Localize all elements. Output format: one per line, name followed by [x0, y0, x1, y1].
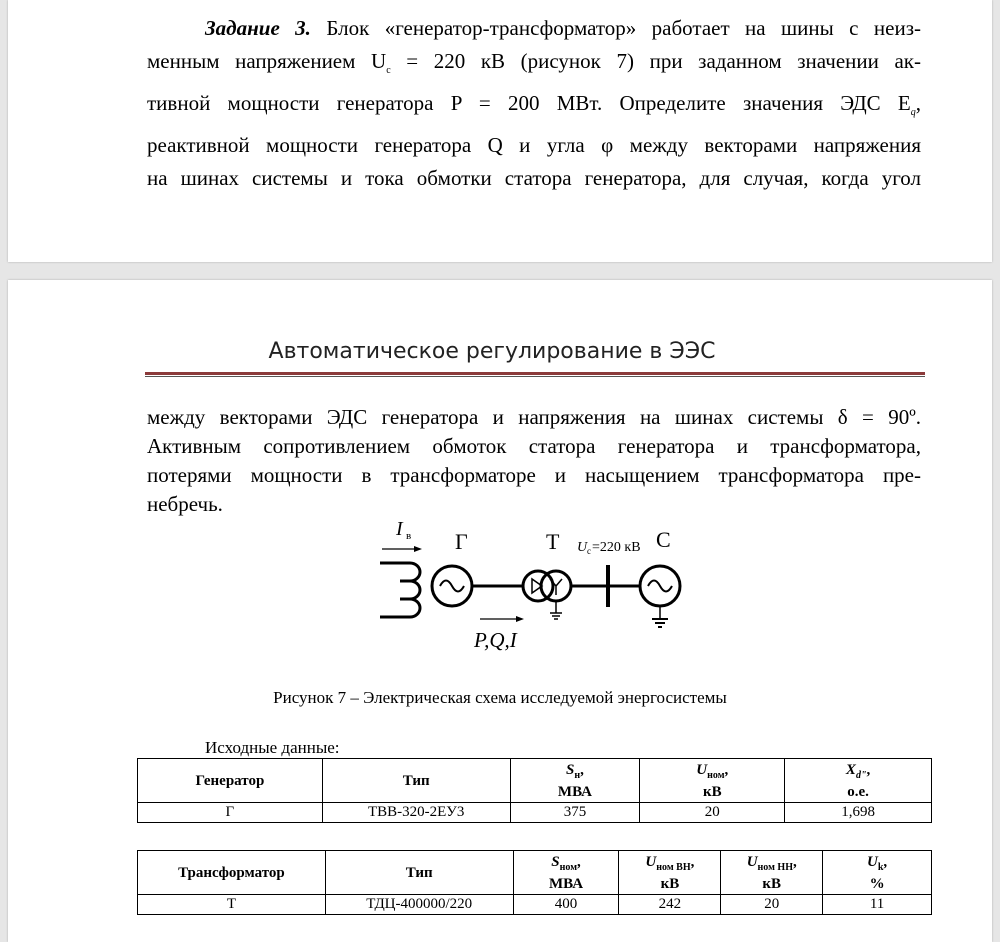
task-line-3-sub: q [910, 107, 916, 119]
tr-cell-uvn: 242 [619, 895, 721, 915]
task-line-2 [147, 45, 921, 87]
tr-col-unn-unit: кВ [762, 875, 782, 892]
tr-col-type: Тип [325, 851, 513, 895]
gen-col-s-unit: МВА [557, 783, 592, 800]
gen-col-x-comma: , [866, 761, 871, 778]
label-voltage-val: =220 кВ [592, 540, 641, 555]
tr-col-s-sym: S [551, 853, 560, 870]
header-rule-dark [145, 376, 925, 377]
system-sine [648, 581, 672, 592]
source-data-label: Исходные данные: [205, 738, 340, 757]
label-generator: Г [455, 529, 468, 554]
gen-col-u [640, 759, 785, 803]
tr-col-uk-sym: U [867, 853, 878, 870]
gen-cell-type: ТВВ-320-2ЕУ3 [322, 803, 510, 823]
tr-col-unn-comma: , [793, 853, 797, 870]
gen-col-x-sub: d" [855, 769, 867, 781]
gen-cell-s: 375 [510, 803, 640, 823]
tr-cell-type: ТДЦ-400000/220 [325, 895, 513, 915]
cont-line-3: потерями мощности в трансформаторе и насыщением трансформатора пре- [147, 463, 921, 487]
tr-col-uk [823, 851, 932, 895]
tr-col-s-comma: , [577, 853, 581, 870]
task-line-3-b: , [915, 91, 921, 116]
tr-col-s-unit: МВА [549, 875, 584, 892]
continuation-paragraph [147, 403, 921, 519]
tr-col-uvn-sub: ном ВН [656, 861, 691, 873]
gen-col-u-sym: U [696, 761, 708, 778]
tr-col-uvn-unit: кВ [660, 875, 680, 892]
gen-col-x [785, 759, 932, 803]
flow-arrowhead [516, 616, 524, 622]
table-row [138, 803, 932, 823]
tr-col-uk-sub: k [877, 861, 884, 873]
gen-col-u-sub: ном [707, 769, 725, 781]
page-header-title: Автоматическое регулирование в ЭЭС [268, 339, 716, 364]
gen-col-s-comma: , [580, 761, 584, 778]
gen-cell-name: Г [138, 803, 323, 823]
task-line-3 [147, 87, 921, 129]
label-excitation-sub: в [406, 530, 412, 542]
transformer-primary [523, 571, 553, 601]
gen-col-u-unit: кВ [702, 783, 722, 800]
task-paragraph [147, 12, 921, 195]
label-excitation: I [396, 518, 403, 540]
gen-col-s [510, 759, 640, 803]
figure-caption: Рисунок 7 – Электрическая схема исследуемой энергосистемы [273, 688, 727, 707]
task-line-4: реактивной мощности генератора Q и угла φ между векторами напряжения [147, 133, 921, 158]
tr-col-uvn [619, 851, 721, 895]
gen-col-s-sub: н [574, 769, 581, 781]
tr-col-name: Трансформатор [138, 851, 326, 895]
task-line-2-a: менным напряжением U [147, 49, 387, 73]
circuit-diagram [370, 515, 700, 660]
gen-cell-x: 1,698 [785, 803, 932, 823]
tr-col-uk-comma: , [883, 853, 888, 870]
table-row [138, 895, 932, 915]
tr-col-s [513, 851, 619, 895]
label-voltage-u: U [577, 540, 588, 555]
tr-cell-uk: 11 [823, 895, 932, 915]
label-system: С [656, 527, 671, 552]
gen-cell-u: 20 [640, 803, 785, 823]
gen-col-s-sym: S [566, 761, 575, 778]
tr-cell-s: 400 [513, 895, 619, 915]
cont-line-4: небречь. [147, 492, 223, 516]
cont-line-2: Активным сопротивлением обмоток статора генератора и трансформатора, [147, 434, 921, 458]
tr-col-unn [721, 851, 823, 895]
transformer-table [137, 850, 932, 915]
generator-table-header [138, 759, 932, 803]
tr-col-s-sub: ном [559, 861, 578, 873]
transformer-table-header [138, 851, 932, 895]
excitation-winding [380, 563, 420, 617]
task-heading: Задание 3. [205, 16, 311, 40]
tr-col-uvn-sym: U [645, 853, 657, 870]
excitation-arrowhead [414, 546, 422, 552]
gen-col-name: Генератор [138, 759, 323, 803]
task-line-2-sub: с [386, 65, 391, 77]
task-line-1-text: Блок «генератор-трансформатор» работает на шины с неиз- [310, 16, 921, 40]
tr-col-unn-sym: U [746, 853, 758, 870]
gen-col-u-comma: , [724, 761, 729, 778]
label-voltage-sub: с [587, 546, 591, 556]
task-line-1 [147, 12, 921, 45]
tr-cell-name: Т [138, 895, 326, 915]
cont-line-1: между векторами ЭДС генератора и напряжения на шинах системы δ = 90º. [147, 405, 921, 429]
label-flow: P,Q,I [474, 628, 517, 652]
label-transformer: Т [546, 529, 560, 554]
tr-col-uvn-comma: , [690, 853, 695, 870]
tr-col-uk-unit: % [869, 875, 885, 892]
gen-col-x-sym: X [845, 761, 856, 778]
header-rule-red [145, 372, 925, 375]
tr-cell-unn: 20 [721, 895, 823, 915]
gen-col-x-unit: о.е. [847, 783, 869, 800]
generator-table [137, 758, 932, 823]
gen-col-type: Тип [322, 759, 510, 803]
task-line-2-b: = 220 кВ (рисунок 7) при заданном значении ак- [390, 49, 921, 73]
tr-col-unn-sub: ном НН [757, 861, 793, 873]
generator-sine [440, 581, 464, 592]
task-line-5: на шинах системы и тока обмотки статора генератора, для случая, когда угол [147, 166, 921, 191]
task-line-3-a: тивной мощности генератора P = 200 МВт. Определите значения ЭДС E [147, 91, 911, 116]
